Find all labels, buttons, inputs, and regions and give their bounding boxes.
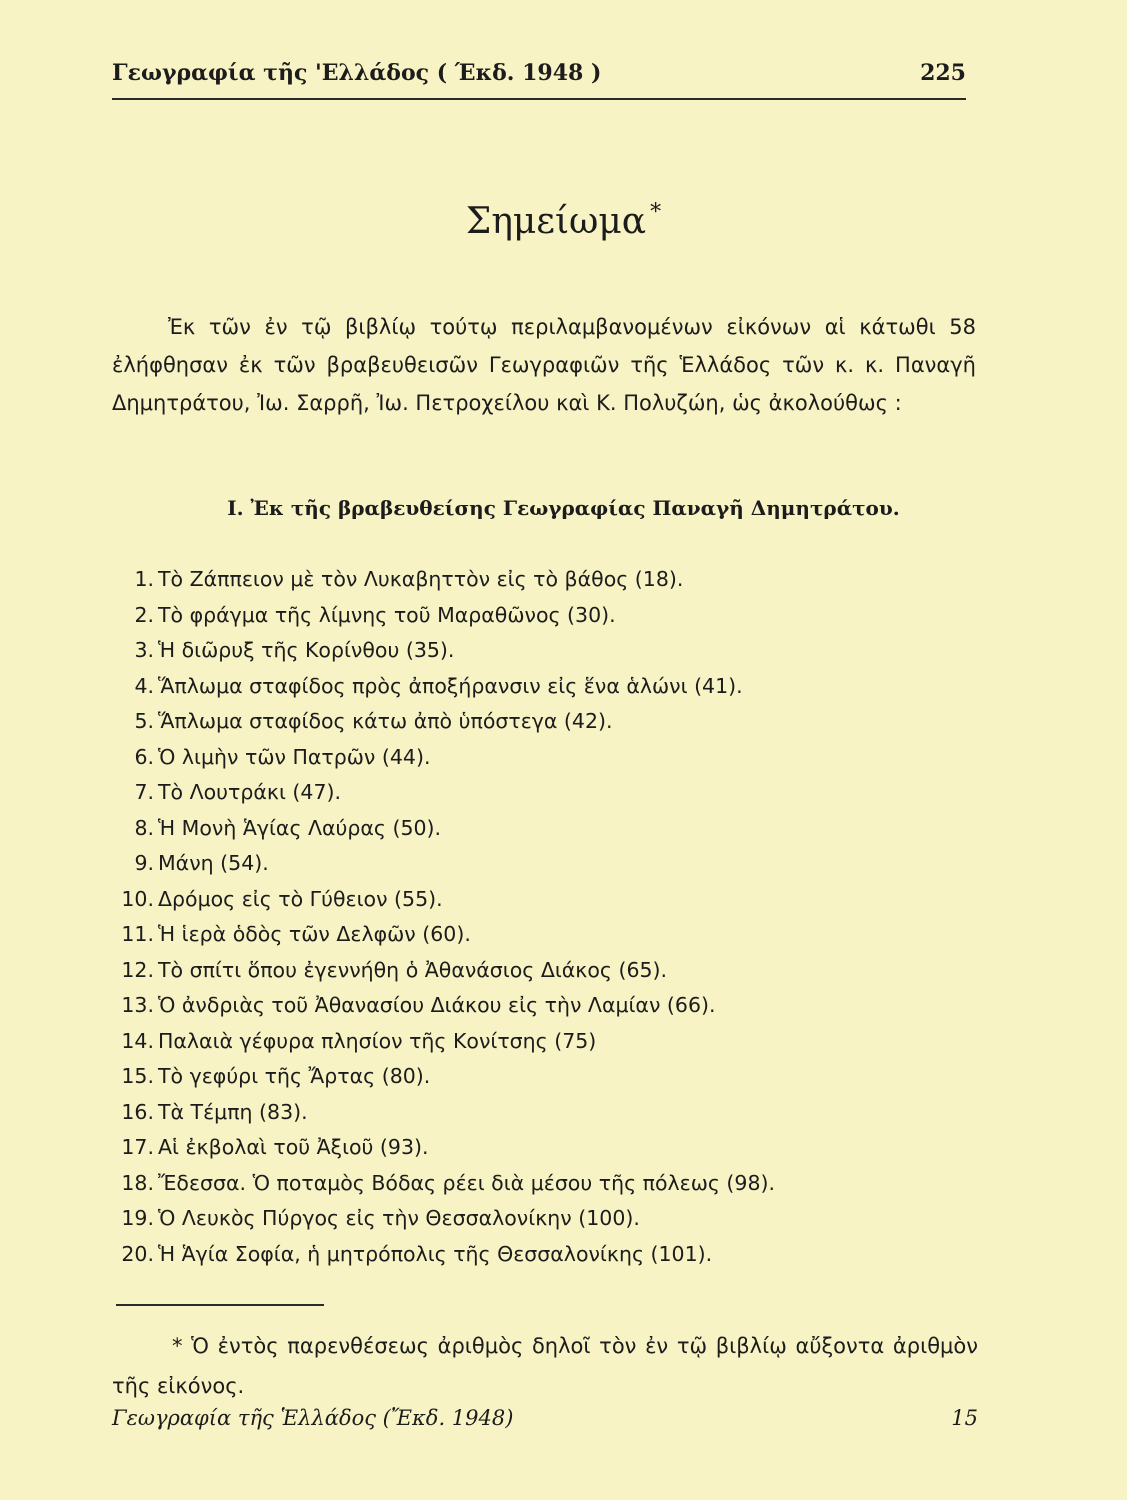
list-item-number: 18. (121, 1170, 154, 1195)
list-item (112, 598, 972, 634)
list-item-number: 12. (121, 957, 154, 982)
page-title-text: Σημείωμα (465, 201, 647, 242)
list-item-number: 5. (134, 709, 154, 733)
signature-mark: 15 (951, 1406, 978, 1430)
page-title (0, 200, 1127, 242)
list-item-text: Δρόμος εἰς τὸ Γύθειον (55). (158, 886, 443, 911)
list-item-number: 11. (121, 922, 154, 946)
footer-title: Γεωγραφία τῆς Ἑλλάδος (Ἔκδ. 1948) (112, 1406, 514, 1430)
list-item-text: Μάνη (54). (158, 851, 269, 875)
list-item-number: 16. (121, 1099, 154, 1124)
list-item (112, 1130, 972, 1166)
list-item-text: Παλαιὰ γέφυρα πλησίον τῆς Κονίτσης (75) (158, 1028, 597, 1053)
section-heading: I. Ἐκ τῆς βραβευθείσης Γεωγραφίας Παναγῆ Δημητράτου. (227, 496, 900, 520)
list-item (112, 1024, 972, 1060)
list-item-text: Ἅπλωμα σταφίδος πρὸς ἀποξήρανσιν εἰς ἕνα ἁλώνι (41). (158, 673, 743, 698)
list-item (112, 740, 972, 776)
list-item-text: Ὁ ἀνδριὰς τοῦ Ἀθανασίου Διάκου εἰς τὴν Λαμίαν (66). (158, 993, 716, 1017)
list-item-number: 6. (134, 744, 154, 769)
figure-list (112, 562, 972, 1272)
running-header (112, 58, 966, 100)
list-item (112, 1166, 972, 1202)
list-item-text: Τὸ φράγμα τῆς λίμνης τοῦ Μαραθῶνος (30). (158, 602, 616, 627)
list-item (112, 917, 972, 953)
list-item-text: Ὁ λιμὴν τῶν Πατρῶν (44). (158, 744, 431, 769)
list-item-text: Τὸ Λουτράκι (47). (158, 780, 342, 804)
list-item (112, 882, 972, 918)
list-item-text: Ἡ διῶρυξ τῆς Κορίνθου (35). (158, 638, 455, 662)
running-header-title: Γεωγραφία τῆς 'Ελλάδος ( Έκδ. 1948 ) (112, 60, 602, 86)
list-item (112, 562, 972, 598)
list-item-text: Ὁ Λευκὸς Πύργος εἰς τὴν Θεσσαλονίκην (100). (158, 1206, 640, 1230)
list-item-text: Ἡ ἱερὰ ὁδὸς τῶν Δελφῶν (60). (158, 922, 471, 946)
list-item (112, 953, 972, 989)
list-item-text: Ἅπλωμα σταφίδος κάτω ἀπὸ ὑπόστεγα (42). (158, 709, 613, 733)
list-item (112, 1059, 972, 1095)
list-item-text: Τὸ γεφύρι τῆς Ἄρτας (80). (158, 1064, 431, 1088)
list-item (112, 846, 972, 882)
list-item (112, 633, 972, 669)
list-item-number: 19. (121, 1206, 154, 1230)
list-item-number: 13. (121, 993, 154, 1017)
page-number: 225 (920, 60, 966, 86)
page-footer (112, 1406, 978, 1440)
list-item-text: Ἡ Μονὴ Ἁγίας Λαύρας (50). (158, 815, 442, 840)
list-item (112, 1201, 972, 1237)
list-item-text: Τὰ Τέμπη (83). (158, 1099, 308, 1124)
list-item-number: 10. (121, 886, 154, 911)
list-item-number: 9. (134, 851, 154, 875)
list-item (112, 1237, 972, 1273)
list-item-number: 17. (121, 1135, 154, 1159)
footnote-divider (116, 1304, 324, 1306)
list-item (112, 811, 972, 847)
list-item (112, 704, 972, 740)
list-item (112, 669, 972, 705)
list-item-number: 14. (121, 1028, 154, 1053)
list-item-text: Αἱ ἐκβολαὶ τοῦ Ἀξιοῦ (93). (158, 1135, 429, 1159)
list-item-number: 3. (134, 638, 154, 662)
list-item-text: Ἡ Ἁγία Σοφία, ἡ μητρόπολις τῆς Θεσσαλονίκης (101). (158, 1241, 713, 1266)
list-item-text: Τὸ Ζάππειον μὲ τὸν Λυκαβηττὸν εἰς τὸ βάθος (18). (158, 567, 684, 591)
list-item-number: 1. (134, 567, 154, 591)
list-item-text: Τὸ σπίτι ὅπου ἐγεννήθη ὁ Ἀθανάσιος Διάκος (65). (158, 957, 668, 982)
list-item-number: 8. (134, 815, 154, 840)
list-item (112, 1095, 972, 1131)
list-item-number: 4. (134, 673, 154, 698)
list-item-number: 15. (121, 1064, 154, 1088)
intro-paragraph: Ἐκ τῶν ἐν τῷ βιβλίῳ τούτῳ περιλαμβανομένων εἰκόνων αἱ κάτωθι 58 ἐλήφθησαν ἐκ τῶν βραβευθεισῶν Γεωγραφιῶν τῆς Ἑλλάδος τῶν κ. κ. Παναγῆ Δημητράτου, Ἰω. Σαρρῆ, Ἰω. Πετροχείλου καὶ Κ. Πολυζώη, ὡς ἀκολούθως : (112, 315, 976, 415)
list-item-number: 2. (134, 602, 154, 627)
list-item (112, 775, 972, 811)
list-item-number: 20. (121, 1241, 154, 1266)
list-item-text: Ἔδεσσα. Ὁ ποταμὸς Βόδας ρέει διὰ μέσου τῆς πόλεως (98). (158, 1170, 776, 1195)
list-item-number: 7. (134, 780, 154, 804)
list-item (112, 988, 972, 1024)
footnote-marker: * (650, 200, 662, 225)
footnote: * Ὁ ἐντὸς παρενθέσεως ἀριθμὸς δηλοῖ τὸν ἐν τῷ βιβλίῳ αὔξοντα ἀριθμὸν τῆς εἰκόνος. (112, 1334, 978, 1398)
